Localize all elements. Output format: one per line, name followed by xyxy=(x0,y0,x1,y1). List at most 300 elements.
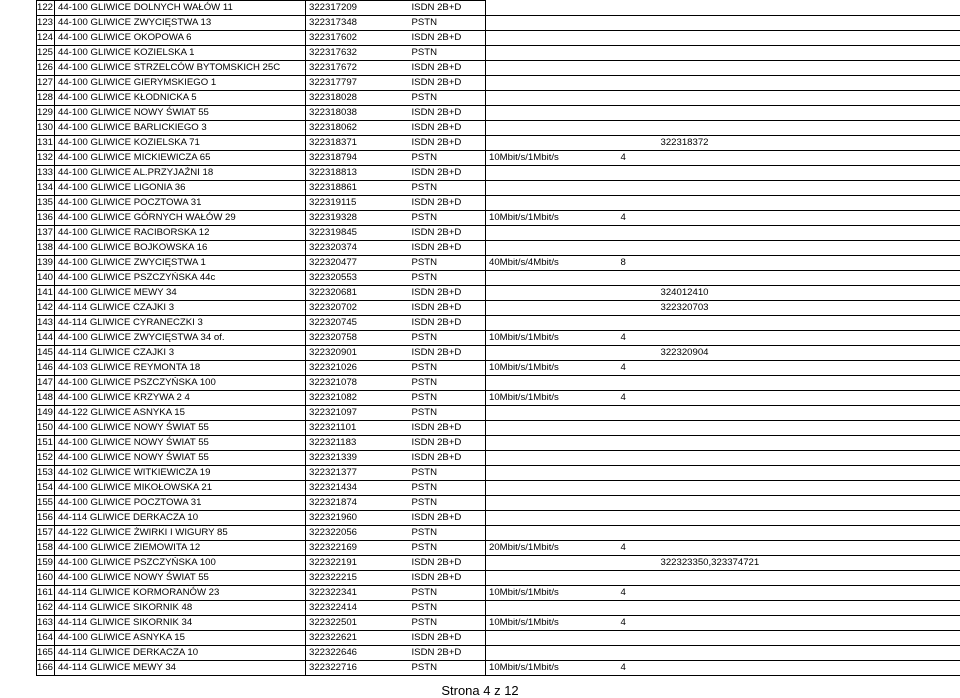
lines-count-cell xyxy=(618,226,658,241)
speed-cell xyxy=(486,286,618,301)
phone-number-cell: 322322215 xyxy=(306,571,374,586)
row-number-cell: 157 xyxy=(37,526,55,541)
lines-count-cell: 4 xyxy=(618,361,658,376)
phone-number-cell: 322319845 xyxy=(306,226,374,241)
row-number-cell: 164 xyxy=(37,631,55,646)
extra-numbers-cell xyxy=(658,271,960,286)
row-number-cell: 136 xyxy=(37,211,55,226)
table-row xyxy=(37,196,960,211)
line-type-cell: PSTN xyxy=(374,151,486,166)
line-type-cell: ISDN 2B+D xyxy=(374,556,486,571)
speed-cell xyxy=(486,571,618,586)
address-cell: 44-100 GLIWICE NOWY ŚWIAT 55 xyxy=(55,421,306,436)
address-cell: 44-100 GLIWICE PSZCZYŃSKA 100 xyxy=(55,556,306,571)
address-cell: 44-114 GLIWICE SIKORNIK 48 xyxy=(55,601,306,616)
lines-count-cell xyxy=(618,181,658,196)
address-cell: 44-100 GLIWICE OKOPOWA 6 xyxy=(55,31,306,46)
phone-number-cell: 322319115 xyxy=(306,196,374,211)
phone-number-cell: 322322716 xyxy=(306,661,374,676)
line-type-cell: ISDN 2B+D xyxy=(374,31,486,46)
address-cell: 44-114 GLIWICE MEWY 34 xyxy=(55,661,306,676)
row-number-cell: 130 xyxy=(37,121,55,136)
speed-cell xyxy=(486,601,618,616)
address-cell: 44-100 GLIWICE ZIEMOWITA 12 xyxy=(55,541,306,556)
connection-table xyxy=(36,0,960,676)
lines-count-cell: 4 xyxy=(618,541,658,556)
speed-cell xyxy=(486,481,618,496)
line-type-cell: ISDN 2B+D xyxy=(374,571,486,586)
table-row xyxy=(37,571,960,586)
phone-number-cell: 322320374 xyxy=(306,241,374,256)
line-type-cell: PSTN xyxy=(374,181,486,196)
table-row xyxy=(37,256,960,271)
speed-cell xyxy=(486,436,618,451)
lines-count-cell xyxy=(618,121,658,136)
table-row xyxy=(37,586,960,601)
phone-number-cell: 322322414 xyxy=(306,601,374,616)
line-type-cell: ISDN 2B+D xyxy=(374,1,486,16)
speed-cell: 10Mbit/s/1Mbit/s xyxy=(486,391,618,406)
table-row xyxy=(37,136,960,151)
address-cell: 44-100 GLIWICE NOWY ŚWIAT 55 xyxy=(55,436,306,451)
speed-cell xyxy=(486,16,618,31)
extra-numbers-cell xyxy=(658,451,960,466)
extra-numbers-cell: 322323350,323374721 xyxy=(658,556,960,571)
table-row xyxy=(37,421,960,436)
speed-cell: 10Mbit/s/1Mbit/s xyxy=(486,211,618,226)
extra-numbers-cell: 322320703 xyxy=(658,301,960,316)
row-number-cell: 128 xyxy=(37,91,55,106)
phone-number-cell: 322322341 xyxy=(306,586,374,601)
line-type-cell: ISDN 2B+D xyxy=(374,121,486,136)
address-cell: 44-114 GLIWICE CZAJKI 3 xyxy=(55,301,306,316)
speed-cell xyxy=(486,271,618,286)
lines-count-cell xyxy=(618,46,658,61)
table-row xyxy=(37,661,960,676)
phone-number-cell: 322322621 xyxy=(306,631,374,646)
phone-number-cell: 322317602 xyxy=(306,31,374,46)
extra-numbers-cell xyxy=(658,76,960,91)
row-number-cell: 148 xyxy=(37,391,55,406)
table-row xyxy=(37,61,960,76)
extra-numbers-cell xyxy=(658,391,960,406)
phone-number-cell: 322320901 xyxy=(306,346,374,361)
line-type-cell: ISDN 2B+D xyxy=(374,301,486,316)
extra-numbers-cell xyxy=(658,571,960,586)
speed-cell: 20Mbit/s/1Mbit/s xyxy=(486,541,618,556)
speed-cell xyxy=(486,301,618,316)
extra-numbers-cell xyxy=(658,166,960,181)
line-type-cell: ISDN 2B+D xyxy=(374,421,486,436)
speed-cell xyxy=(486,631,618,646)
line-type-cell: PSTN xyxy=(374,526,486,541)
table-row xyxy=(37,46,960,61)
address-cell: 44-103 GLIWICE REYMONTA 18 xyxy=(55,361,306,376)
lines-count-cell xyxy=(618,631,658,646)
row-number-cell: 126 xyxy=(37,61,55,76)
table-row xyxy=(37,391,960,406)
phone-number-cell: 322318371 xyxy=(306,136,374,151)
speed-cell xyxy=(486,181,618,196)
speed-cell: 10Mbit/s/1Mbit/s xyxy=(486,151,618,166)
extra-numbers-cell xyxy=(658,331,960,346)
lines-count-cell xyxy=(618,421,658,436)
table-row xyxy=(37,316,960,331)
row-number-cell: 163 xyxy=(37,616,55,631)
lines-count-cell xyxy=(618,526,658,541)
line-type-cell: PSTN xyxy=(374,616,486,631)
table-row xyxy=(37,406,960,421)
speed-cell xyxy=(486,451,618,466)
speed-cell: 10Mbit/s/1Mbit/s xyxy=(486,361,618,376)
row-number-cell: 141 xyxy=(37,286,55,301)
speed-cell xyxy=(486,106,618,121)
extra-numbers-cell xyxy=(658,496,960,511)
speed-cell xyxy=(486,526,618,541)
table-row xyxy=(37,646,960,661)
table-row xyxy=(37,241,960,256)
row-number-cell: 137 xyxy=(37,226,55,241)
lines-count-cell: 4 xyxy=(618,661,658,676)
phone-number-cell: 322320477 xyxy=(306,256,374,271)
row-number-cell: 142 xyxy=(37,301,55,316)
lines-count-cell: 4 xyxy=(618,331,658,346)
extra-numbers-cell xyxy=(658,16,960,31)
address-cell: 44-100 GLIWICE LIGONIA 36 xyxy=(55,181,306,196)
lines-count-cell xyxy=(618,166,658,181)
lines-count-cell xyxy=(618,31,658,46)
address-cell: 44-100 GLIWICE NOWY ŚWIAT 55 xyxy=(55,451,306,466)
speed-cell xyxy=(486,346,618,361)
address-cell: 44-102 GLIWICE WITKIEWICZA 19 xyxy=(55,466,306,481)
row-number-cell: 166 xyxy=(37,661,55,676)
extra-numbers-cell xyxy=(658,121,960,136)
address-cell: 44-100 GLIWICE BOJKOWSKA 16 xyxy=(55,241,306,256)
lines-count-cell xyxy=(618,511,658,526)
row-number-cell: 144 xyxy=(37,331,55,346)
phone-number-cell: 322320745 xyxy=(306,316,374,331)
line-type-cell: ISDN 2B+D xyxy=(374,451,486,466)
line-type-cell: ISDN 2B+D xyxy=(374,646,486,661)
speed-cell xyxy=(486,76,618,91)
table-row xyxy=(37,166,960,181)
row-number-cell: 158 xyxy=(37,541,55,556)
address-cell: 44-114 GLIWICE CYRANECZKI 3 xyxy=(55,316,306,331)
extra-numbers-cell xyxy=(658,361,960,376)
row-number-cell: 155 xyxy=(37,496,55,511)
table-row xyxy=(37,31,960,46)
phone-number-cell: 322320681 xyxy=(306,286,374,301)
address-cell: 44-114 GLIWICE KORMORANÓW 23 xyxy=(55,586,306,601)
extra-numbers-cell xyxy=(658,406,960,421)
speed-cell xyxy=(486,31,618,46)
speed-cell xyxy=(486,121,618,136)
extra-numbers-cell xyxy=(658,436,960,451)
phone-number-cell: 322321960 xyxy=(306,511,374,526)
address-cell: 44-100 GLIWICE DOLNYCH WAŁÓW 11 xyxy=(55,1,306,16)
lines-count-cell xyxy=(618,286,658,301)
address-cell: 44-100 GLIWICE BARLICKIEGO 3 xyxy=(55,121,306,136)
line-type-cell: ISDN 2B+D xyxy=(374,76,486,91)
extra-numbers-cell xyxy=(658,541,960,556)
table-row xyxy=(37,436,960,451)
extra-numbers-cell xyxy=(658,211,960,226)
line-type-cell: PSTN xyxy=(374,541,486,556)
lines-count-cell: 4 xyxy=(618,211,658,226)
line-type-cell: PSTN xyxy=(374,481,486,496)
line-type-cell: ISDN 2B+D xyxy=(374,61,486,76)
speed-cell: 10Mbit/s/1Mbit/s xyxy=(486,331,618,346)
table-row xyxy=(37,556,960,571)
speed-cell xyxy=(486,1,618,16)
phone-number-cell: 322317209 xyxy=(306,1,374,16)
line-type-cell: PSTN xyxy=(374,391,486,406)
row-number-cell: 160 xyxy=(37,571,55,586)
address-cell: 44-100 GLIWICE GIERYMSKIEGO 1 xyxy=(55,76,306,91)
table-row xyxy=(37,616,960,631)
speed-cell xyxy=(486,511,618,526)
row-number-cell: 146 xyxy=(37,361,55,376)
speed-cell xyxy=(486,646,618,661)
extra-numbers-cell: 322318372 xyxy=(658,136,960,151)
phone-number-cell: 322322501 xyxy=(306,616,374,631)
lines-count-cell: 4 xyxy=(618,151,658,166)
row-number-cell: 150 xyxy=(37,421,55,436)
address-cell: 44-114 GLIWICE DERKACZA 10 xyxy=(55,646,306,661)
lines-count-cell xyxy=(618,556,658,571)
lines-count-cell xyxy=(618,601,658,616)
lines-count-cell xyxy=(618,16,658,31)
speed-cell xyxy=(486,316,618,331)
line-type-cell: PSTN xyxy=(374,46,486,61)
phone-number-cell: 322321082 xyxy=(306,391,374,406)
extra-numbers-cell xyxy=(658,421,960,436)
address-cell: 44-100 GLIWICE ZWYCIĘSTWA 1 xyxy=(55,256,306,271)
extra-numbers-cell xyxy=(658,466,960,481)
table-row xyxy=(37,361,960,376)
address-cell: 44-114 GLIWICE SIKORNIK 34 xyxy=(55,616,306,631)
line-type-cell: ISDN 2B+D xyxy=(374,631,486,646)
table-row xyxy=(37,466,960,481)
line-type-cell: ISDN 2B+D xyxy=(374,286,486,301)
address-cell: 44-100 GLIWICE KOZIELSKA 71 xyxy=(55,136,306,151)
table-body xyxy=(37,1,960,676)
table-row xyxy=(37,376,960,391)
speed-cell xyxy=(486,196,618,211)
phone-number-cell: 322321183 xyxy=(306,436,374,451)
extra-numbers-cell xyxy=(658,511,960,526)
phone-number-cell: 322317632 xyxy=(306,46,374,61)
line-type-cell: PSTN xyxy=(374,376,486,391)
line-type-cell: PSTN xyxy=(374,16,486,31)
table-row xyxy=(37,451,960,466)
lines-count-cell xyxy=(618,346,658,361)
row-number-cell: 162 xyxy=(37,601,55,616)
line-type-cell: PSTN xyxy=(374,91,486,106)
lines-count-cell xyxy=(618,106,658,121)
extra-numbers-cell xyxy=(658,181,960,196)
lines-count-cell: 4 xyxy=(618,391,658,406)
line-type-cell: PSTN xyxy=(374,271,486,286)
table-row xyxy=(37,76,960,91)
line-type-cell: ISDN 2B+D xyxy=(374,241,486,256)
row-number-cell: 131 xyxy=(37,136,55,151)
address-cell: 44-122 GLIWICE ASNYKA 15 xyxy=(55,406,306,421)
extra-numbers-cell xyxy=(658,31,960,46)
table-row xyxy=(37,346,960,361)
line-type-cell: PSTN xyxy=(374,256,486,271)
extra-numbers-cell xyxy=(658,601,960,616)
lines-count-cell xyxy=(618,496,658,511)
speed-cell xyxy=(486,46,618,61)
phone-number-cell: 322321101 xyxy=(306,421,374,436)
speed-cell: 40Mbit/s/4Mbit/s xyxy=(486,256,618,271)
line-type-cell: ISDN 2B+D xyxy=(374,316,486,331)
phone-number-cell: 322322169 xyxy=(306,541,374,556)
lines-count-cell: 4 xyxy=(618,586,658,601)
speed-cell xyxy=(486,376,618,391)
speed-cell xyxy=(486,556,618,571)
extra-numbers-cell xyxy=(658,241,960,256)
lines-count-cell xyxy=(618,91,658,106)
speed-cell xyxy=(486,421,618,436)
row-number-cell: 145 xyxy=(37,346,55,361)
row-number-cell: 139 xyxy=(37,256,55,271)
row-number-cell: 127 xyxy=(37,76,55,91)
phone-number-cell: 322318028 xyxy=(306,91,374,106)
phone-number-cell: 322322646 xyxy=(306,646,374,661)
line-type-cell: PSTN xyxy=(374,331,486,346)
line-type-cell: ISDN 2B+D xyxy=(374,346,486,361)
row-number-cell: 143 xyxy=(37,316,55,331)
line-type-cell: PSTN xyxy=(374,586,486,601)
speed-cell: 10Mbit/s/1Mbit/s xyxy=(486,616,618,631)
address-cell: 44-100 GLIWICE KŁODNICKA 5 xyxy=(55,91,306,106)
lines-count-cell xyxy=(618,241,658,256)
lines-count-cell xyxy=(618,271,658,286)
phone-number-cell: 322322056 xyxy=(306,526,374,541)
address-cell: 44-100 GLIWICE KOZIELSKA 1 xyxy=(55,46,306,61)
speed-cell xyxy=(486,226,618,241)
line-type-cell: PSTN xyxy=(374,361,486,376)
row-number-cell: 125 xyxy=(37,46,55,61)
address-cell: 44-100 GLIWICE ZWYCIĘSTWA 34 of. xyxy=(55,331,306,346)
row-number-cell: 154 xyxy=(37,481,55,496)
address-cell: 44-100 GLIWICE PSZCZYŃSKA 44c xyxy=(55,271,306,286)
line-type-cell: ISDN 2B+D xyxy=(374,226,486,241)
address-cell: 44-100 GLIWICE MIKOŁOWSKA 21 xyxy=(55,481,306,496)
table-row xyxy=(37,226,960,241)
speed-cell xyxy=(486,406,618,421)
address-cell: 44-100 GLIWICE MEWY 34 xyxy=(55,286,306,301)
lines-count-cell xyxy=(618,196,658,211)
address-cell: 44-100 GLIWICE POCZTOWA 31 xyxy=(55,196,306,211)
phone-number-cell: 322318813 xyxy=(306,166,374,181)
lines-count-cell xyxy=(618,316,658,331)
speed-cell xyxy=(486,241,618,256)
lines-count-cell xyxy=(618,376,658,391)
lines-count-cell xyxy=(618,451,658,466)
table-row xyxy=(37,286,960,301)
table-row xyxy=(37,16,960,31)
row-number-cell: 138 xyxy=(37,241,55,256)
table-row xyxy=(37,181,960,196)
row-number-cell: 132 xyxy=(37,151,55,166)
speed-cell: 10Mbit/s/1Mbit/s xyxy=(486,586,618,601)
extra-numbers-cell xyxy=(658,646,960,661)
address-cell: 44-100 GLIWICE NOWY ŚWIAT 55 xyxy=(55,106,306,121)
page-number-label: Strona 4 z 12 xyxy=(441,683,519,698)
row-number-cell: 149 xyxy=(37,406,55,421)
row-number-cell: 140 xyxy=(37,271,55,286)
extra-numbers-cell xyxy=(658,91,960,106)
line-type-cell: PSTN xyxy=(374,601,486,616)
lines-count-cell xyxy=(618,61,658,76)
table-row xyxy=(37,481,960,496)
extra-numbers-cell xyxy=(658,61,960,76)
lines-count-cell xyxy=(618,301,658,316)
line-type-cell: ISDN 2B+D xyxy=(374,196,486,211)
lines-count-cell xyxy=(618,76,658,91)
address-cell: 44-100 GLIWICE AL.PRZYJAŹNI 18 xyxy=(55,166,306,181)
line-type-cell: PSTN xyxy=(374,661,486,676)
address-cell: 44-100 GLIWICE KRZYWA 2 4 xyxy=(55,391,306,406)
table-row xyxy=(37,91,960,106)
extra-numbers-cell xyxy=(658,151,960,166)
row-number-cell: 147 xyxy=(37,376,55,391)
extra-numbers-cell xyxy=(658,661,960,676)
line-type-cell: ISDN 2B+D xyxy=(374,136,486,151)
extra-numbers-cell xyxy=(658,526,960,541)
phone-number-cell: 322321339 xyxy=(306,451,374,466)
lines-count-cell xyxy=(618,571,658,586)
address-cell: 44-100 GLIWICE RACIBORSKA 12 xyxy=(55,226,306,241)
lines-count-cell: 8 xyxy=(618,256,658,271)
table-row xyxy=(37,631,960,646)
phone-number-cell: 322321097 xyxy=(306,406,374,421)
extra-numbers-cell xyxy=(658,586,960,601)
phone-number-cell: 322318062 xyxy=(306,121,374,136)
extra-numbers-cell xyxy=(658,1,960,16)
speed-cell xyxy=(486,166,618,181)
row-number-cell: 134 xyxy=(37,181,55,196)
extra-numbers-cell xyxy=(658,256,960,271)
phone-number-cell: 322320702 xyxy=(306,301,374,316)
address-cell: 44-100 GLIWICE ASNYKA 15 xyxy=(55,631,306,646)
lines-count-cell xyxy=(618,646,658,661)
table-row xyxy=(37,331,960,346)
phone-number-cell: 322318794 xyxy=(306,151,374,166)
extra-numbers-cell xyxy=(658,631,960,646)
table-row xyxy=(37,271,960,286)
extra-numbers-cell xyxy=(658,46,960,61)
table-row xyxy=(37,541,960,556)
line-type-cell: ISDN 2B+D xyxy=(374,106,486,121)
lines-count-cell xyxy=(618,406,658,421)
speed-cell xyxy=(486,91,618,106)
extra-numbers-cell xyxy=(658,481,960,496)
address-cell: 44-100 GLIWICE PSZCZYŃSKA 100 xyxy=(55,376,306,391)
row-number-cell: 153 xyxy=(37,466,55,481)
line-type-cell: PSTN xyxy=(374,406,486,421)
row-number-cell: 129 xyxy=(37,106,55,121)
table-row xyxy=(37,601,960,616)
line-type-cell: PSTN xyxy=(374,466,486,481)
table-row xyxy=(37,526,960,541)
phone-number-cell: 322322191 xyxy=(306,556,374,571)
row-number-cell: 123 xyxy=(37,16,55,31)
line-type-cell: PSTN xyxy=(374,496,486,511)
